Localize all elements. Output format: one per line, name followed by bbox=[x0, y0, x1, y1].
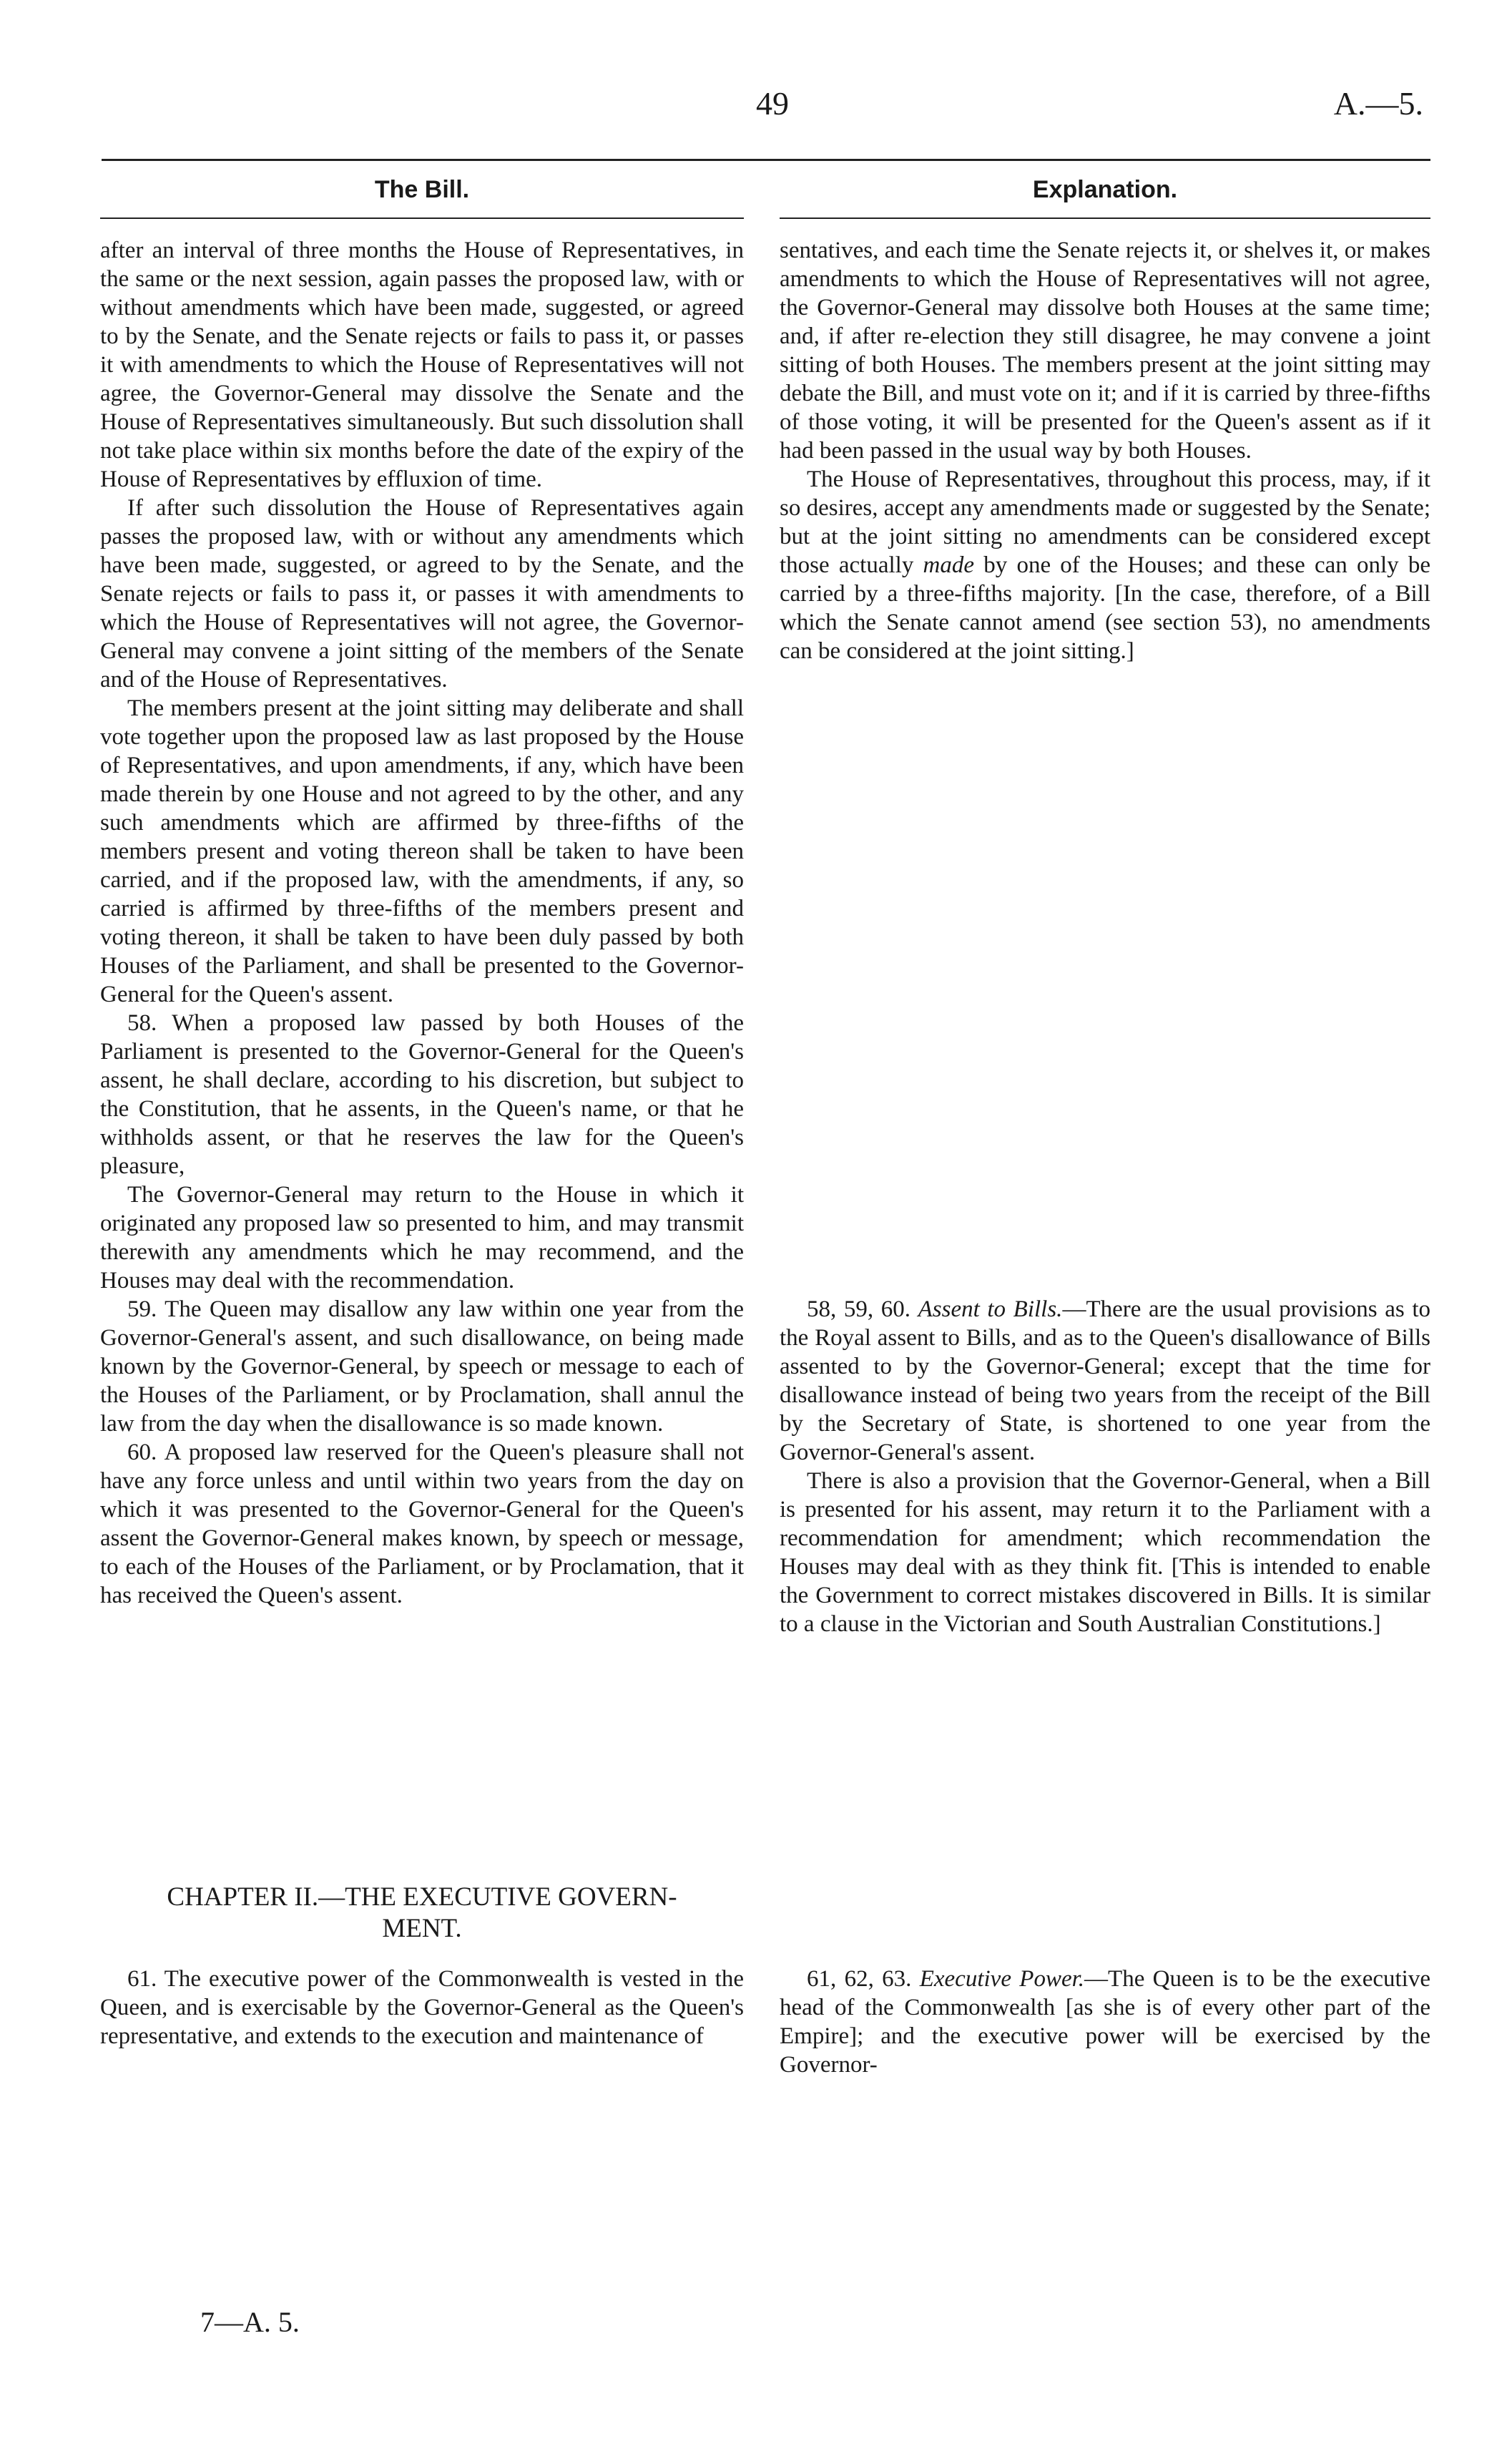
section-58: 58. When a proposed law passed by both Houses of the Parliament is presented to the Governor-General for the Queen's assent, he shall declare, according to his discretion, but subject to the Constitution, that he assents, in the Queen's name, or that he withholds assent, or that he reserves the law for the Queen's pleasure, bbox=[100, 1010, 744, 1179]
section-59: 59. The Queen may disallow any law within one year from the Governor-General's assent, and such disallowance, on being made known by the Governor-General, by speech or message to each of the Houses of the Parliament, or by Proclamation, shall annul the law from the day when the disallowance is so made known. bbox=[100, 1296, 744, 1437]
bill-heading-rule bbox=[100, 217, 744, 219]
explanation-column-heading: Explanation. bbox=[1032, 176, 1178, 203]
explanation-text: by one of the Houses; and these can only be carried by a three-fifths majority. [In the case, therefore, of a Bill which the Senate cannot amend (see section 53), no amendments can be considered at the joint sitting.] bbox=[780, 552, 1430, 664]
explanation-text: —The Queen is to be the executive head of the Commonwealth [as she is of every other part of the Empire]; and the executive power will be exercised by the Governor- bbox=[780, 1966, 1431, 2078]
executive-power-paragraph bbox=[780, 1965, 1430, 2079]
explanation-paragraph bbox=[780, 465, 1430, 665]
explanation-block-3 bbox=[780, 1965, 1430, 2079]
bill-paragraph: after an interval of three months the House of Representatives, in the same or the next session, again passes the proposed law, with or without amendments which have been made, suggested, or agreed to by the Senate, and the Senate rejects or fails to pass it, or passes it with amendments to which the House of Representatives will not agree, the Governor-General may dissolve the Senate and the House of Representatives simultaneously. But such dissolution shall not take place within six months before the date of the expiry of the House of Representatives by effluxion of time. bbox=[100, 238, 744, 492]
document-code: A.—5. bbox=[1333, 85, 1423, 122]
explanation-text: —There are the usual provisions as to the Royal assent to Bills, and as to the Queen's disallowance of Bills assented to by the Governor-General; except that the time for disallowance instead of being two years from the receipt of the Bill by the Secretary of State, is shortened to one year from the Governor-General's assent. bbox=[780, 1296, 1431, 1465]
bill-paragraph: The members present at the joint sitting may deliberate and shall vote together upon the proposed law as last proposed by the House of Representatives, and upon amendments, if any, which have been made therein by one House and not agreed to by the other, and any such amendments which are affirmed by three-fifths of the members present and voting thereon shall be taken to have been carried, and if the proposed law, with the amendments, if any, so carried is affirmed by three-fifths of the members present and voting thereon, it shall be taken to have been duly passed by both Houses of the Parliament, and shall be presented to the Governor-General for the Queen's assent. bbox=[100, 695, 744, 1007]
assent-to-bills-paragraph bbox=[780, 1295, 1430, 1467]
explanation-text: The House of Representatives, throughout this process, may, if it so desires, accept any amendments made or suggested by the Senate; but at the joint sitting no amendments can be considered except those actually bbox=[780, 466, 1430, 578]
explanation-paragraph: There is also a provision that the Governor-General, when a Bill is presented for his assent, may return it to the Parliament with a recommendation for amendment; which recommendation the Houses may deal with as they think fit. [This is intended to enable the Government to correct mistakes discovered in Bills. It is similar to a clause in the Victorian and South Australian Constitutions.] bbox=[780, 1468, 1430, 1637]
explanation-heading-rule bbox=[780, 217, 1430, 219]
page-number: 49 bbox=[756, 85, 789, 122]
chapter-heading bbox=[100, 1882, 744, 1945]
side-heading: Assent to Bills. bbox=[918, 1296, 1063, 1322]
explanation-block-2 bbox=[780, 1295, 1430, 1638]
bill-text-block-2 bbox=[100, 1965, 744, 2050]
explanation-emphasis: made bbox=[923, 552, 975, 578]
chapter-heading-line-1: CHAPTER II.—THE EXECUTIVE GOVERN- bbox=[167, 1882, 677, 1912]
section-numbers: 61, 62, 63. bbox=[807, 1966, 920, 1992]
side-heading: Executive Power. bbox=[919, 1966, 1085, 1992]
section-58-return: The Governor-General may return to the House in which it originated any proposed law so presented to him, and may transmit therewith any amendments which he may recommend, and the Houses may deal with the recommendation. bbox=[100, 1182, 744, 1294]
explanation-paragraph: sentatives, and each time the Senate rejects it, or shelves it, or makes amendments to which the House of Representatives will not agree, the Governor-General may dissolve both Houses at the same time; and, if after re-election they still disagree, he may convene a joint sitting of both Houses. The members present at the joint sitting may debate the Bill, and must vote on it; and if it is carried by three-fifths of those voting, it will be presented for the Queen's assent as if it had been passed in the usual way by both Houses. bbox=[780, 238, 1430, 464]
bill-column-heading: The Bill. bbox=[374, 176, 470, 203]
bill-text-block-1 bbox=[100, 236, 744, 1610]
section-61: 61. The executive power of the Commonwealth is vested in the Queen, and is exercisable by the Governor-General as the Queen's representative, and extends to the execution and maintenance of bbox=[100, 1966, 744, 2049]
explanation-block-1 bbox=[780, 236, 1430, 665]
section-60: 60. A proposed law reserved for the Queen's pleasure shall not have any force unless and until within two years from the day on which it was presented to the Governor-General for the Queen's assent the Governor-General makes known, by speech or message, to each of the Houses of the Parliament, or by Proclamation, that it has received the Queen's assent. bbox=[100, 1439, 744, 1608]
top-rule bbox=[102, 159, 1430, 161]
signature-mark: 7—A. 5. bbox=[200, 2306, 300, 2338]
section-numbers: 58, 59, 60. bbox=[807, 1296, 918, 1322]
bill-paragraph: If after such dissolution the House of Representatives again passes the proposed law, with or without any amendments which have been made, suggested, or agreed to by the Senate, and the Senate rejects or fails to pass it, or passes it with amendments to which the House of Representatives will not agree, the Governor-General may convene a joint sitting of the members of the Senate and of the House of Representatives. bbox=[100, 495, 744, 693]
chapter-heading-line-2: MENT. bbox=[382, 1914, 462, 1943]
